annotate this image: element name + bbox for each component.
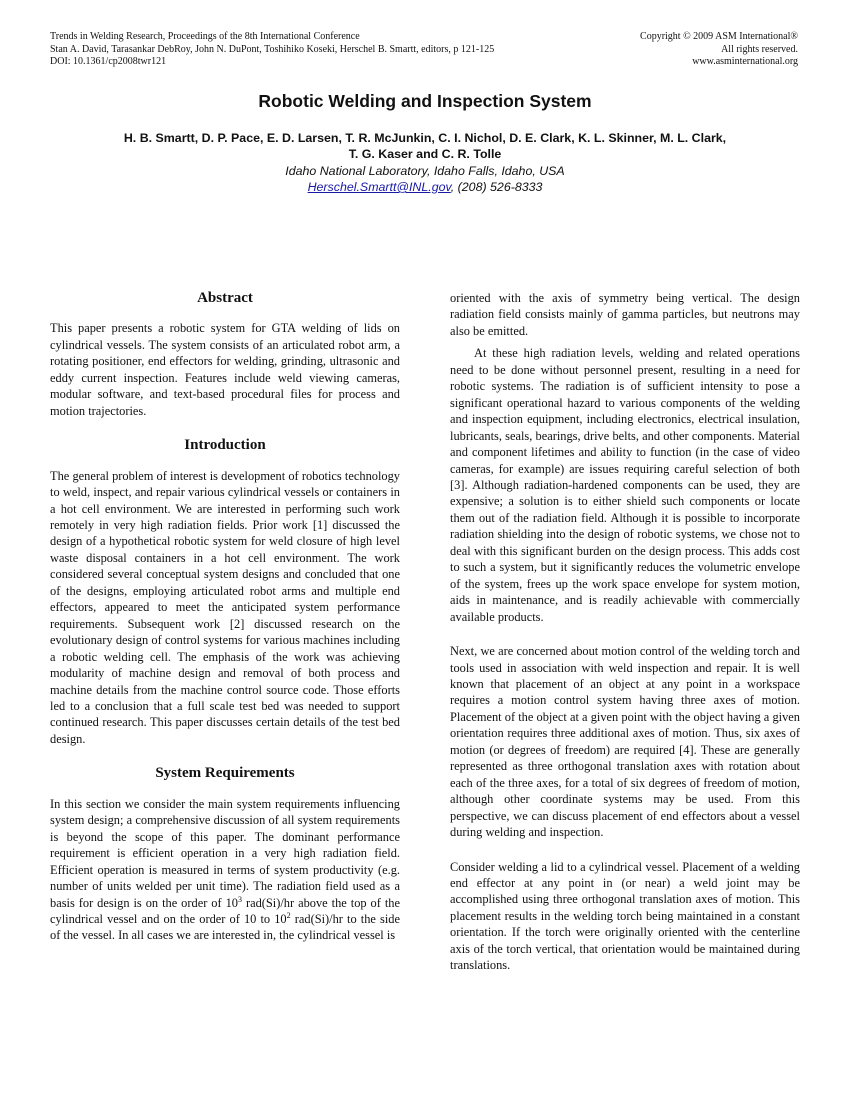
rights-line: All rights reserved. — [721, 43, 798, 55]
superscript-3: 3 — [237, 894, 242, 904]
right-paragraph-4: Consider welding a lid to a cylindrical vessel. Placement of a welding end effector at any point in (or near) a weld joint may be accomplished using three orthogonal translation axes of motion. This placement results in the welding torch being maintained in a constant orientation. If the torch were originally oriented with the centerline axis of the torch vertical, that orientation would be maintained during translations. — [450, 859, 800, 973]
authors-line-2: T. G. Kaser and C. R. Tolle — [348, 147, 502, 161]
phone-number: , (208) 526-8333 — [450, 180, 543, 194]
introduction-heading: Introduction — [184, 437, 266, 454]
author-list — [60, 130, 790, 162]
publication-header-right — [640, 31, 798, 69]
authors-line-1: H. B. Smartt, D. P. Pace, E. D. Larsen, T. R. McJunkin, C. I. Nichol, D. E. Clark, K. L. Skinner, M. L. Clark, — [123, 131, 727, 145]
email-link[interactable]: Herschel.Smartt@INL.gov — [307, 180, 451, 194]
right-paragraph-3: Next, we are concerned about motion control of the welding torch and tools used in association with weld inspection and repair. It is well known that placement of an object at any point in a workspace requires a motion control system having three axes of motion. Placement of the object at a given point with the object having a given orientation requires three additional axes of motion. Thus, six axes of motion (or degrees of freedom) are required [4]. These are generally represented as three orthogonal translation axes with rotation about each of the three axes, for a total of six degrees of freedom of motion, although other coordinate systems may be used. From this perspective, we can discuss placement of end effectors about a vessel during welding and inspection. — [450, 644, 800, 840]
contact-line — [0, 179, 850, 195]
doi-line: DOI: 10.1361/cp2008twr121 — [50, 56, 167, 68]
left-column — [50, 290, 400, 944]
editors-line: Stan A. David, Tarasankar DebRoy, John N. DuPont, Toshihiko Koseki, Herschel B. Smartt, editors, p 121-125 — [50, 43, 495, 55]
copyright-line: Copyright © 2009 ASM International® — [640, 31, 798, 42]
paper-title: Robotic Welding and Inspection System — [258, 91, 592, 111]
proceedings-line: Trends in Welding Research, Proceedings of the 8th International Conference — [50, 31, 360, 42]
publication-header-left — [50, 31, 494, 69]
affiliation-block — [0, 163, 850, 195]
right-paragraph-1: oriented with the axis of symmetry being vertical. The design radiation field consists mainly of gamma particles, but neutrons may also be emitted. — [450, 291, 800, 338]
publisher-url: www.asminternational.org — [692, 56, 798, 68]
superscript-2: 2 — [286, 910, 291, 920]
system-requirements-text: In this section we consider the main system requirements influencing system design; a comprehensive discussion of all system requirements is beyond the scope of this paper. The dominant performance requirement is efficient operation in a very high radiation field. Efficient operation is measured in terms of system productivity (e.g. number of units welded per unit time). The radiation field used as a basis for design is on the order of $10^3$ rad(Si)/hr above the top of the cylindrical vessel and on the order of 10 to $10^2$ rad(Si)/hr to the side of the vessel. In all cases we are interested in, the cylindrical vessel is — [50, 796, 400, 943]
introduction-text: The general problem of interest is development of robotics technology to weld, inspect, and repair various cylindrical vessels or containers in a hot cell environment. We are interested in performing such work remotely in very high radiation fields. Prior work [1] discussed the design of a hypothetical robotic system for weld closure of high level waste disposal containers in a hot cell environment. The work considered several conceptual system designs and concluded that one of the designs, employing articulated robot arms and multiple end effectors, appeared to meet the anticipated system performance requirements. Subsequent work [2] discussed research on the evolutionary design of control systems for various machines including a robotic welding cell. The emphasis of the work was achieving modularity of machine design and removal of both process and machine details from the machine control source code. Those efforts led to a conclusion that a full scale test bed was needed to support continued research. This paper discusses certain details of the test bed design. — [50, 468, 400, 746]
system-requirements-heading: System Requirements — [155, 765, 295, 782]
right-paragraph-2: At these high radiation levels, welding and related operations need to be done without personnel present, resulting in a need for robotic systems. The radiation is of sufficient intensity to pose a significant operational hazard to various components of the welding and inspection equipment, including electronics, electrical insulation, lubricants, seals, bearings, drive belts, and other components. Material and component lifetimes and ability to function (in the case of video cameras, for example) are issues requiring careful selection of both [3]. Although radiation-hardened components can be used, they are expensive; a solution is to either shield such components or locate them out of the radiation field. Although it is possible to incorporate radiation shielding into the design of robotic systems, we chose not to deal with this significant burden on the design process. This adds cost to such a system, but it significantly reduces the volumetric envelope of the system, frees up the work space envelope for system motion, aids in maintenance, and is readily achievable with commercially available products. — [450, 346, 800, 624]
affiliation: Idaho National Laboratory, Idaho Falls, Idaho, USA — [285, 164, 565, 178]
abstract-text: This paper presents a robotic system for GTA welding of lids on cylindrical vessels. The system consists of an articulated robot arm, a rotating positioner, end effectors for welding, grinding, ultrasonic and eddy current inspection. Features include weld viewing cameras, modular software, and text-based procedural files for process and motion trajectories. — [50, 321, 400, 418]
right-column — [450, 290, 800, 974]
abstract-heading: Abstract — [197, 290, 253, 306]
